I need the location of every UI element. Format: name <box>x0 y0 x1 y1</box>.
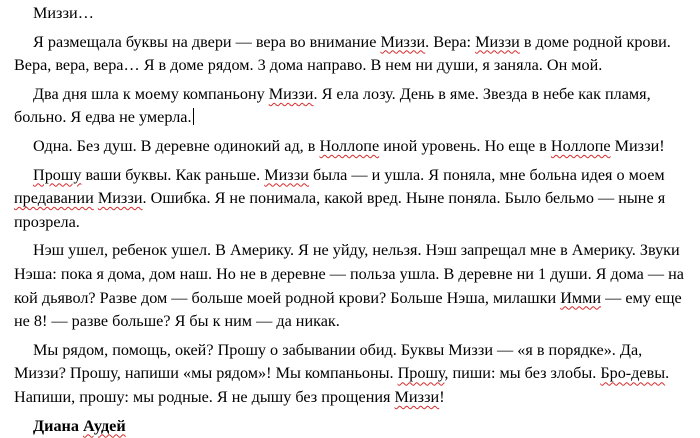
misspelled-word: Имми <box>560 289 601 307</box>
text-run: Мы рядом, помощь, окей? Прошу о забывании обид. Буквы Миззи — «я в порядке». Да, Миззи? Прошу, напиши «мы рядом»! Мы компаньоны. <box>14 341 642 383</box>
misspelled-word: Бро-девы <box>600 364 665 382</box>
text-run: ваши буквы. Как раньше. <box>81 166 264 184</box>
salutation: Миззи… <box>33 2 686 26</box>
paragraph <box>14 164 686 235</box>
misspelled-word: Миззи <box>395 388 440 406</box>
misspelled-word: Миззи <box>380 33 425 51</box>
text-run: , пиши: мы без злобы. <box>444 364 600 382</box>
text-run: Одна. Без душ. В деревне одинокий ад, в <box>33 137 319 155</box>
text-cursor <box>193 108 194 125</box>
text-run: Диана <box>33 417 83 435</box>
text-run: . Я ела лозу. День в яме. Звезда в небе как пламя, больно. Я едва не умерла. <box>14 85 651 127</box>
signature <box>33 415 686 438</box>
paragraph <box>14 83 686 130</box>
misspelled-word: Миззи <box>264 166 309 184</box>
text-run: — ему еще не 8! — разве больше? Я бы к ним — да никак. <box>14 289 682 331</box>
misspelled-word: Миззи <box>269 85 314 103</box>
misspelled-word: Ноллопе <box>551 137 611 155</box>
misspelled-word: Прошу <box>33 166 81 184</box>
text-run: ! <box>439 388 444 406</box>
text-run: Два дня шла к моему компаньону <box>33 85 269 103</box>
misspelled-word: Миззи <box>98 189 143 207</box>
paragraph <box>14 135 686 159</box>
text-run: Нэш ушел, ребенок ушел. В Америку. Я не уйду, нельзя. Нэш запрещал мне в Америку. Звуки Нэша: пока я дома, дом наш. Но не в деревне — польза ушла. В деревне ни 1 души. Я дома — на кой дьявол? Разве дом — больше моей родной крови? Больше Нэша, милашки <box>14 241 684 306</box>
misspelled-word: Миззи <box>475 33 520 51</box>
text-run: была — и ушла. Я поняла, мне больна идея о моем <box>309 166 665 184</box>
misspelled-word: Аудей <box>83 417 126 435</box>
misspelled-word: Прошу <box>398 364 445 382</box>
misspelled-word: предавании <box>14 189 94 207</box>
text-run: иной уровень. Но еще в <box>379 137 551 155</box>
text-run: . Ошибка. Я не понимала, какой вред. Ныне поняла. Было бельмо — ныне я прозрела. <box>14 189 665 231</box>
text-run: . Вера: <box>425 33 475 51</box>
text-run: Я размещала буквы на двери — вера во внимание <box>33 33 380 51</box>
paragraph <box>14 339 686 410</box>
text-run: в доме родной крови. Вера, вера, вера… Я в доме рядом. 3 дома направо. В нем ни души, я заняла. Он мой. <box>14 33 671 75</box>
letter-body <box>14 31 686 410</box>
paragraph <box>14 31 686 78</box>
misspelled-word: Ноллопе <box>319 137 379 155</box>
paragraph <box>14 239 686 333</box>
text-run: Миззи! <box>611 137 665 155</box>
text-run: . Напиши, прошу: мы родные. Я не дышу без прощения <box>14 364 669 406</box>
